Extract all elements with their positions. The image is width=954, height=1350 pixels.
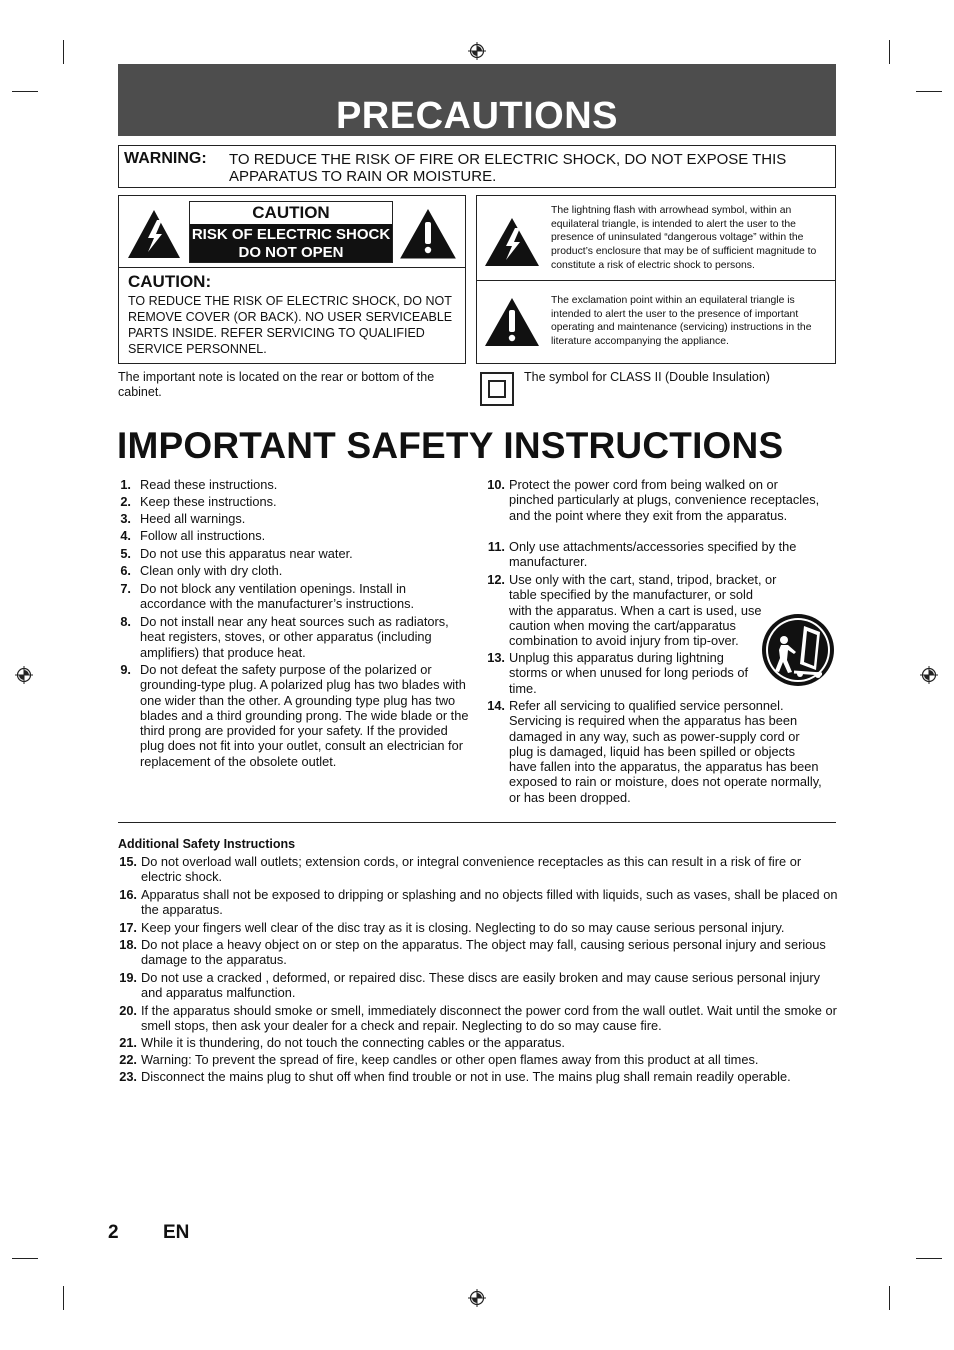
caution-box (118, 195, 466, 364)
list-item-number: 22. (119, 1052, 137, 1067)
list-item-text: While it is thundering, do not touch the connecting cables or the apparatus. (141, 1035, 565, 1050)
list-item-number: 19. (119, 970, 137, 985)
list-item-number: 7. (120, 581, 131, 596)
symbols-box (476, 195, 836, 364)
list-item-number: 4. (120, 528, 131, 543)
list-item-text: Follow all instructions. (140, 528, 266, 543)
double-insulation-icon (480, 372, 514, 406)
additional-heading: Additional Safety Instructions (118, 837, 296, 851)
crop-mark (889, 40, 890, 64)
list-item-text: Keep these instructions. (140, 494, 277, 509)
list-item-number: 16. (119, 887, 137, 902)
crop-mark (12, 1258, 38, 1259)
list-item-text: Do not place a heavy object on or step on the apparatus. The object may fall, causing serious personal injury and serious damage to the apparatus. (141, 937, 826, 968)
registration-mark-icon (920, 666, 938, 684)
caution-label-line: RISK OF ELECTRIC SHOCK (191, 226, 391, 243)
list-item-text: Clean only with dry cloth. (140, 563, 283, 578)
list-item-number: 9. (120, 662, 131, 677)
list-item-text: Do not overload wall outlets; extension cords, or integral convenience receptacles as this can result in a risk of fire or electric shock. (141, 854, 802, 885)
warning-label: WARNING: (124, 150, 207, 167)
list-item-number: 23. (119, 1069, 137, 1084)
list-item-text: Protect the power cord from being walked on or pinched particularly at plugs, convenience receptacles, and the point where they exit from the apparatus. (509, 477, 820, 523)
list-item-number: 18. (119, 937, 137, 952)
list-item-text: If the apparatus should smoke or smell, immediately disconnect the power cord from the wall outlet. Wait until the smoke or smell stops, then ask your dealer for a check and repair. Neglecting to do so may cause fire. (141, 1003, 837, 1034)
list-item-number: 5. (120, 546, 131, 561)
double-insulation-inner-square (488, 380, 506, 398)
exclamation-triangle-icon (483, 296, 541, 348)
warning-box (118, 145, 836, 188)
list-item-text: Do not defeat the safety purpose of the polarized or grounding-type plug. A polarized plug has two blades with one wider than the other. A grounding type plug has two blades and a third grounding prong. The wide blade or the third prong are provided for your safety. If the provided plug does not fit into your outlet, consult an electrician for replacement of the obsolete outlet. (140, 662, 469, 769)
list-item-number: 14. (487, 698, 505, 713)
list-item-number: 17. (119, 920, 137, 935)
crop-mark (63, 40, 64, 64)
list-item-text: Do not use this apparatus near water. (140, 546, 353, 561)
page-title: PRECAUTIONS (335, 95, 619, 137)
caution-label-title: CAUTION (252, 203, 330, 222)
lightning-triangle-icon (126, 208, 182, 260)
section-divider (118, 822, 836, 823)
list-item-text: Heed all warnings. (140, 511, 246, 526)
list-item-text: Only use attachments/accessories specified by the manufacturer. (509, 539, 797, 570)
registration-mark-icon (468, 1289, 486, 1307)
list-item-text: Read these instructions. (140, 477, 278, 492)
list-item-text: Keep your fingers well clear of the disc tray as it is closing. Neglecting to do so may cause serious personal injury. (141, 920, 785, 935)
header-band (118, 64, 836, 136)
page-number: 2 (108, 1222, 119, 1243)
lightning-triangle-icon (483, 216, 541, 268)
lightning-symbol-description: The lightning flash with arrowhead symbol, within an equilateral triangle, is intended to alert the user to the presence of uninsulated “dangerous voltage” within the product’s enclosure that may be of sufficient magnitude to constitute a risk of electric shock to persons. (551, 205, 817, 271)
exclamation-symbol-description: The exclamation point within an equilateral triangle is intended to alert the user to the presence of important operating and maintenance (servicing) instructions in the literature accompanying the appliance. (551, 295, 812, 348)
exclamation-triangle-icon (399, 208, 457, 260)
list-item-text: Do not block any ventilation openings. Install in accordance with the manufacturer’s instructions. (140, 581, 415, 612)
list-item-number: 15. (119, 854, 137, 869)
list-item-number: 20. (119, 1003, 137, 1018)
crop-mark (916, 91, 942, 92)
divider (477, 280, 835, 281)
list-item-text: Do not use a cracked , deformed, or repaired disc. These discs are easily broken and may cause serious personal injury and apparatus malfunction. (141, 970, 821, 1001)
rear-note: The important note is located on the rear or bottom of the cabinet. (118, 370, 435, 399)
class2-description: The symbol for CLASS II (Double Insulation) (524, 370, 770, 384)
list-item-text: Use only with the cart, stand, tripod, bracket, or table specified by the manufacturer, or sold with the apparatus. When a cart is used, use caution when moving the cart/apparatus combination to avoid injury from tip-over. (509, 572, 777, 649)
caution-label-warning (190, 224, 392, 262)
crop-mark (889, 1286, 890, 1310)
list-item-number: 11. (487, 539, 505, 554)
list-item-text: Apparatus shall not be exposed to dripping or splashing and no objects filled with liquids, such as vases, shall be placed on the apparatus. (141, 887, 838, 918)
list-item-number: 3. (120, 511, 131, 526)
divider (119, 267, 465, 268)
list-item-number: 6. (120, 563, 131, 578)
caution-label-line: DO NOT OPEN (238, 244, 344, 261)
list-item-number: 12. (487, 572, 505, 587)
caution-text: TO REDUCE THE RISK OF ELECTRIC SHOCK, DO NOT REMOVE COVER (OR BACK). NO USER SERVICEABLE PARTS INSIDE. REFER SERVICING TO QUALIFIED SERVICE PERSONNEL. (128, 294, 453, 356)
section-title: IMPORTANT SAFETY INSTRUCTIONS (117, 425, 784, 466)
crop-mark (12, 91, 38, 92)
language-code: EN (163, 1222, 190, 1243)
list-item-number: 10. (487, 477, 505, 492)
crop-mark (63, 1286, 64, 1310)
cart-tip-over-warning-icon (760, 612, 836, 688)
list-item-text: Unplug this apparatus during lightning storms or when unused for long periods of time. (509, 650, 749, 696)
registration-mark-icon (468, 42, 486, 60)
list-item-number: 21. (119, 1035, 137, 1050)
list-item-number: 1. (120, 477, 131, 492)
list-item-text: Do not install near any heat sources such as radiators, heat registers, stoves, or other apparatus (including amplifiers) that produce heat. (140, 614, 449, 660)
list-item-text: Warning: To prevent the spread of fire, keep candles or other open flames away from this product at all times. (141, 1052, 759, 1067)
crop-mark (916, 1258, 942, 1259)
list-item-text: Disconnect the mains plug to shut off when find trouble or not in use. The mains plug shall remain readily operable. (141, 1069, 791, 1084)
caution-heading: CAUTION: (128, 272, 212, 291)
caution-label (189, 201, 393, 263)
registration-mark-icon (15, 666, 33, 684)
list-item-text: Refer all servicing to qualified service personnel. Servicing is required when the apparatus has been damaged in any way, such as power-supply cord or plug is damaged, liquid has been spilled or objects have fallen into the apparatus, the apparatus has been exposed to rain or moisture, does not operate normally, or has been dropped. (509, 698, 822, 805)
list-item-number: 2. (120, 494, 131, 509)
list-item-number: 13. (487, 650, 505, 665)
list-item-number: 8. (120, 614, 131, 629)
warning-text: TO REDUCE THE RISK OF FIRE OR ELECTRIC SHOCK, DO NOT EXPOSE THIS APPARATUS TO RAIN OR MOISTURE. (229, 151, 787, 185)
